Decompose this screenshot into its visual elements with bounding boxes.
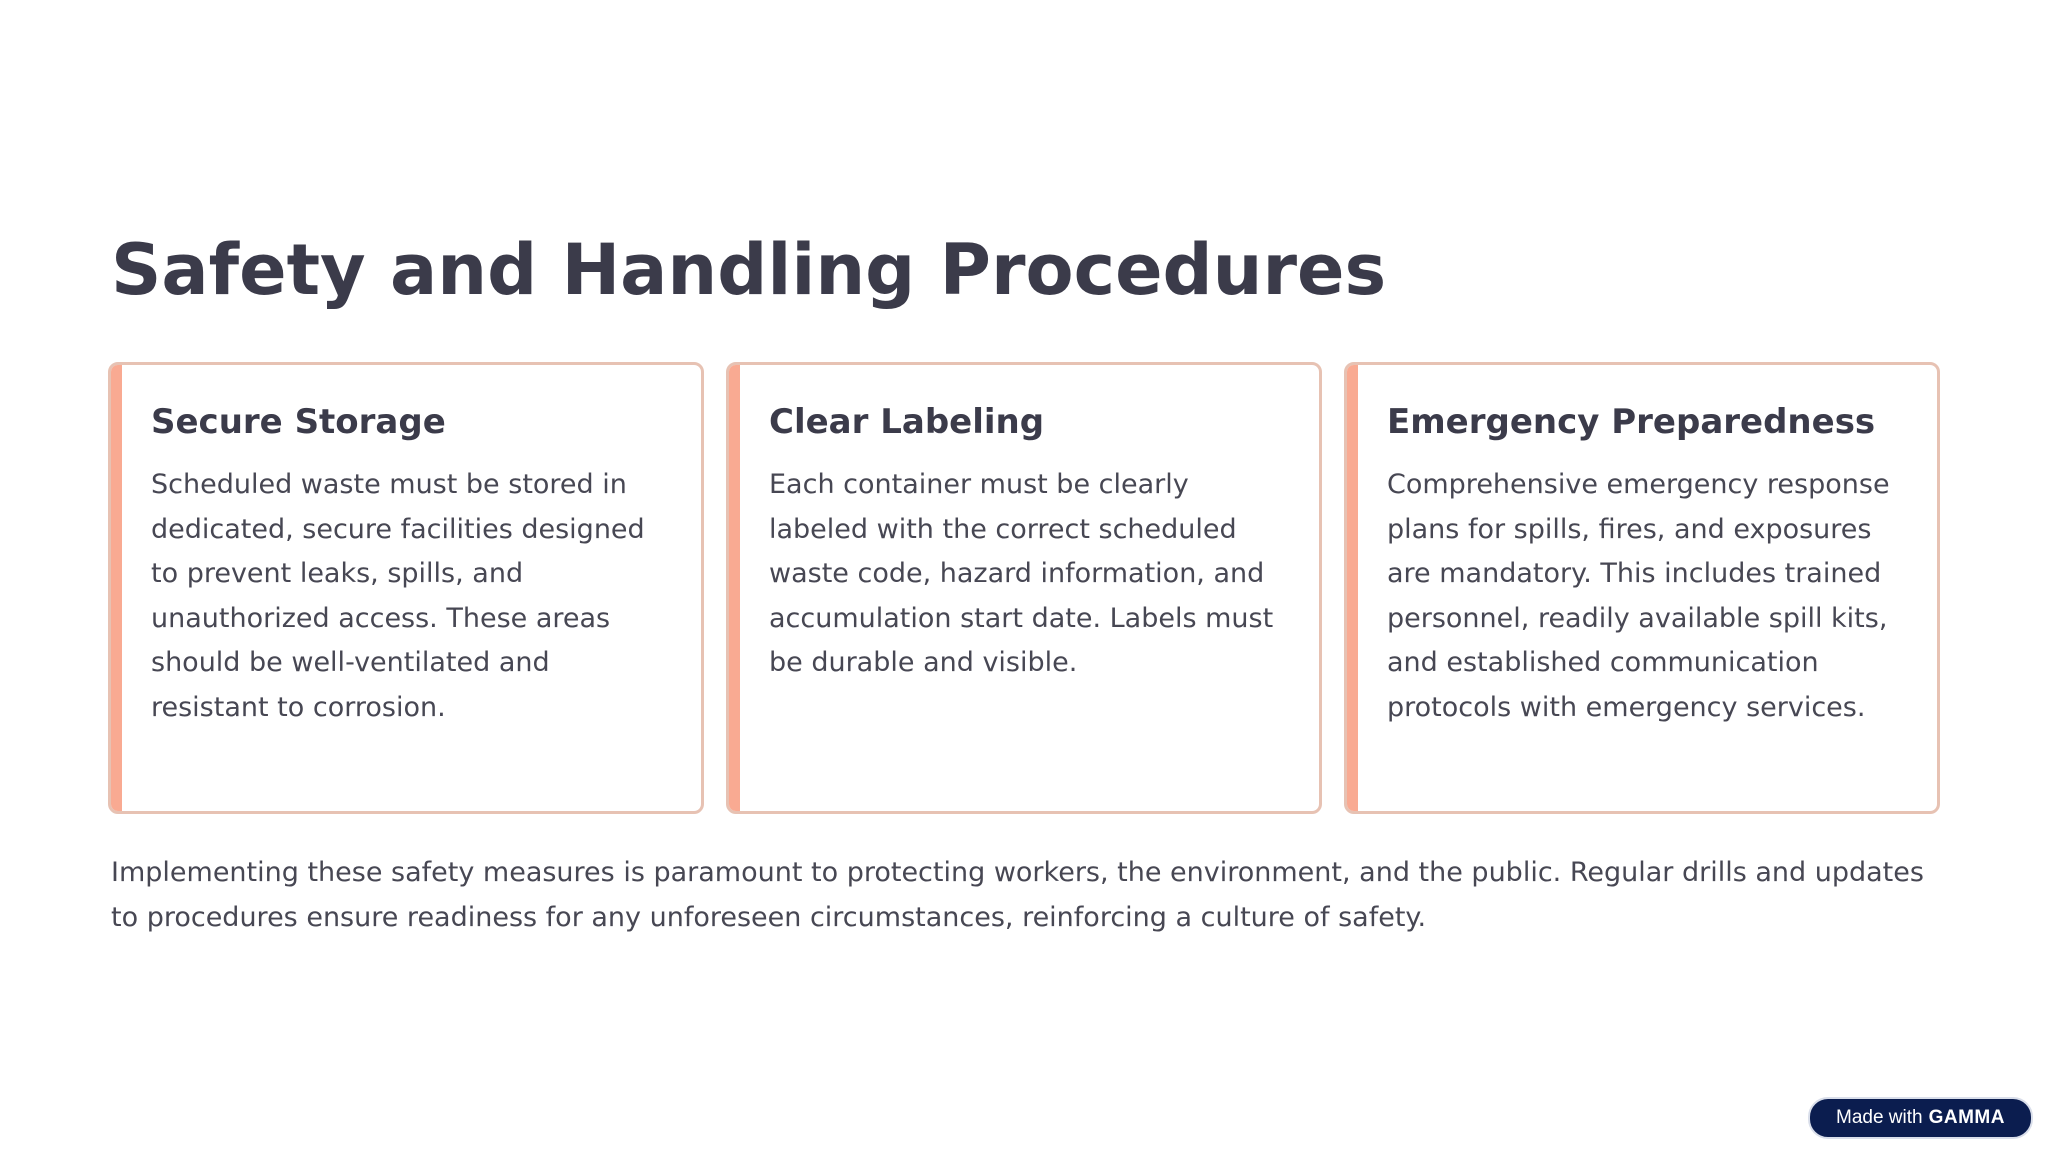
card-title: Secure Storage <box>151 402 446 442</box>
card-accent-bar <box>111 365 122 811</box>
summary-text: Implementing these safety measures is paramount to protecting workers, the environment, and the public. Regular drills and updates to procedures ensure readiness for any unforeseen circumstances, reinforcing a culture of safety. <box>111 857 1924 933</box>
card-accent-bar <box>729 365 740 811</box>
badge-prefix: Made with <box>1836 1107 1923 1128</box>
gamma-logo: GAMMA <box>1928 1107 2005 1128</box>
card-text: Comprehensive emergency response plans for spills, fires, and exposures are mandatory. This includes trained personnel, readily available spill kits, and established communication protocols with emergency services. <box>1387 469 1890 723</box>
card-secure-storage <box>108 362 704 814</box>
card-clear-labeling <box>726 362 1322 814</box>
card-title: Emergency Preparedness <box>1387 402 1876 442</box>
card-title: Clear Labeling <box>769 402 1045 442</box>
card-text: Each container must be clearly labeled with the correct scheduled waste code, hazard information, and accumulation start date. Labels must be durable and visible. <box>769 469 1274 678</box>
made-with-gamma-badge[interactable] <box>1808 1097 2033 1139</box>
card-accent-bar <box>1347 365 1358 811</box>
card-row <box>108 362 1941 814</box>
slide-title: Safety and Handling Procedures <box>111 229 1387 311</box>
card-emergency-preparedness <box>1344 362 1940 814</box>
card-text: Scheduled waste must be stored in dedicated, secure facilities designed to prevent leaks, spills, and unauthorized access. These areas should be well-ventilated and resistant to corrosion. <box>151 469 645 723</box>
